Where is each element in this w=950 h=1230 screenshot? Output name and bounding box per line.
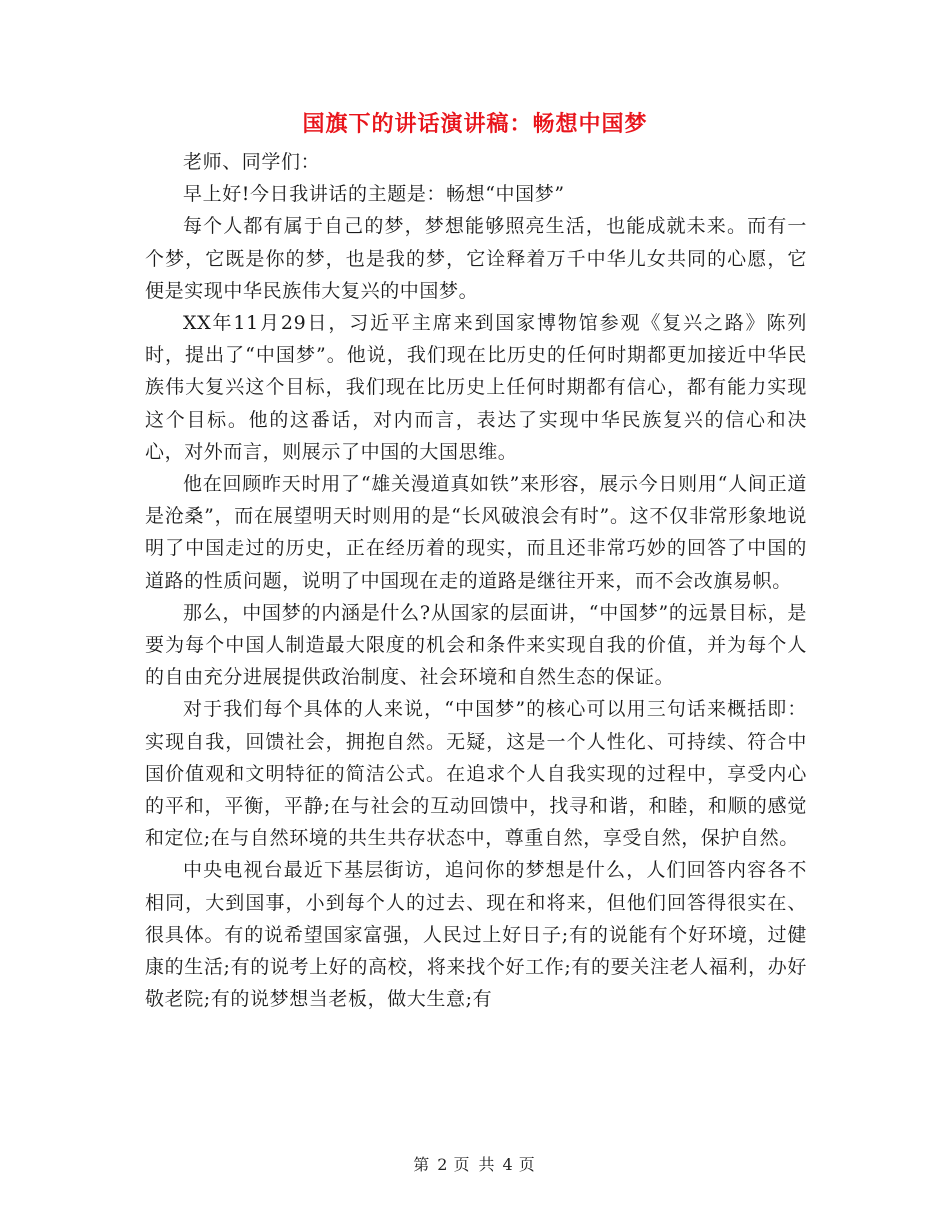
paragraph-topic: 早上好!今日我讲话的主题是：畅想“中国梦” <box>183 183 565 206</box>
current-page-number: 2 <box>437 1155 448 1174</box>
paragraph: 每个人都有属于自己的梦，梦想能够照亮生活，也能成就未来。而有一个梦，它既是你的梦，也是我的梦，它诠释着万千中华儿女共同的心愿，它便是实现中华民族伟大复兴的中国梦。 <box>145 215 807 302</box>
paragraph-greeting: 老师、同学们： <box>183 151 321 173</box>
paragraph: XX年11月29日，习近平主席来到国家博物馆参观《复兴之路》陈列时，提出了“中国梦”。他说，我们现在比历史的任何时期都更加接近中华民族伟大复兴这个目标，我们现在比历史上任何时期都有信心，都有能力实现这个目标。他的这番话，对内而言，表达了实现中华民族复兴的信心和决心，对外而言，则展示了中国的大国思维。 <box>145 312 807 463</box>
paragraph: 中央电视台最近下基层街访，追问你的梦想是什么，人们回答内容各不相同，大到国事，小到每个人的过去、现在和将来，但他们回答得很实在、很具体。有的说希望国家富强，人民过上好日子;有的说能有个好环境，过健康的生活;有的说考上好的高校，将来找个好工作;有的要关注老人福利，办好敬老院;有的说梦想当老板，做大生意;有 <box>145 859 807 1011</box>
paragraph: 对于我们每个具体的人来说，“中国梦”的核心可以用三句话来概括即：实现自我，回馈社会，拥抱自然。无疑，这是一个人性化、可持续、符合中国价值观和文明特征的简洁公式。在追求个人自我实现的过程中，享受内心的平和，平衡，平静;在与社会的互动回馈中，找寻和谐，和睦，和顺的感觉和定位;在与自然环境的共生共存状态中，尊重自然，享受自然，保护自然。 <box>145 698 807 850</box>
footer-prefix: 第 <box>413 1155 432 1174</box>
page-footer <box>0 1152 950 1175</box>
paragraph: 他在回顾昨天时用了“雄关漫道真如铁”来形容，展示今日则用“人间正道是沧桑”，而在展望明天时则用的是“长风破浪会有时”。这不仅非常形象地说明了中国走过的历史，正在经历着的现实，而且还非常巧妙的回答了中国的道路的性质问题，说明了中国现在走的道路是继往开来，而不会改旗易帜。 <box>145 473 807 592</box>
total-page-count: 4 <box>502 1155 513 1174</box>
document-body <box>145 146 807 1015</box>
document-title: 国旗下的讲话演讲稿：畅想中国梦 <box>302 111 648 137</box>
footer-middle: 页 共 <box>453 1155 497 1174</box>
footer-suffix: 页 <box>518 1155 537 1174</box>
paragraph: 那么，中国梦的内涵是什么?从国家的层面讲，“中国梦”的远景目标，是要为每个中国人制造最大限度的机会和条件来实现自我的价值，并为每个人的自由充分进展提供政治制度、社会环境和自然生态的保证。 <box>145 601 807 689</box>
